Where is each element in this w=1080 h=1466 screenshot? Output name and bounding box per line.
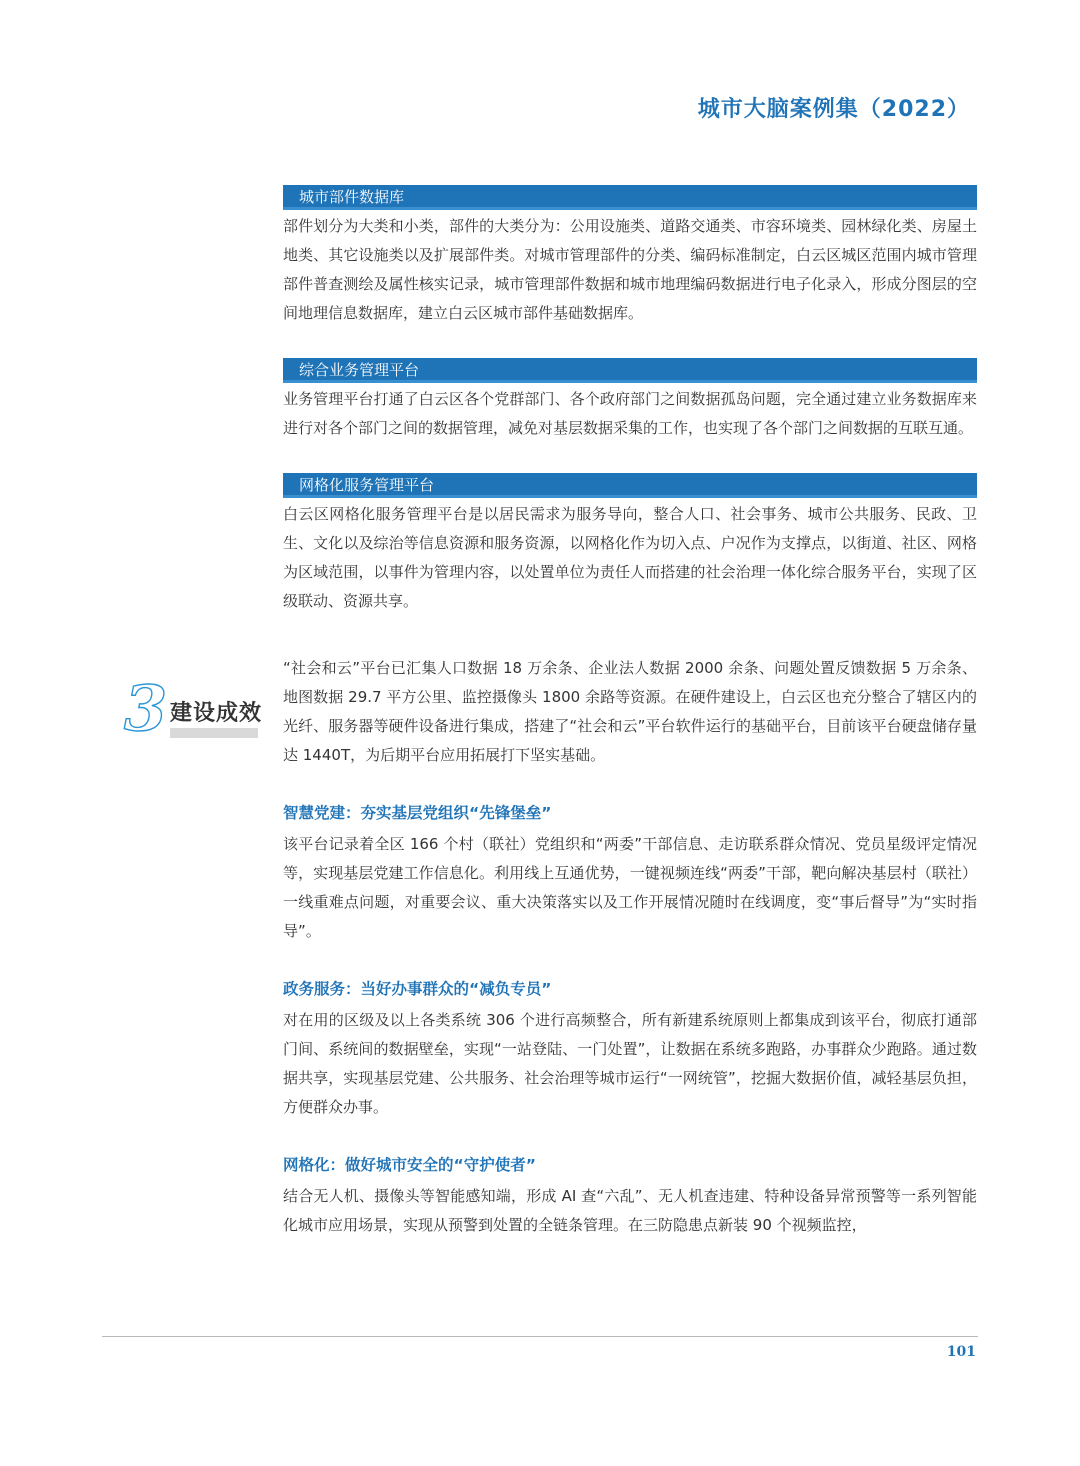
build-item-grid-safety <box>283 1152 977 1240</box>
build-item-heading: 政务服务：当好办事群众的“减负专员” <box>283 980 552 998</box>
build-item-party-building <box>283 800 977 946</box>
section-title-build-results: 建设成效 <box>170 701 263 726</box>
build-item-heading: 智慧党建：夯实基层党组织“先锋堡垒” <box>283 804 552 822</box>
section-body-component-database: 部件划分为大类和小类，部件的大类分为：公用设施类、道路交通类、市容环境类、园林绿化类、房屋土地类、其它设施类以及扩展部件类。对城市管理部件的分类、编码标准制定，白云区城区范围内城市管理部件普查测绘及属性核实记录，城市管理部件数据和城市地理编码数据进行电子化录入，形成分图层的空间地理信息数据库，建立白云区城市部件基础数据库。 <box>283 217 977 322</box>
section-3-label <box>124 672 264 745</box>
main-content <box>283 185 977 1240</box>
footer-divider <box>102 1336 978 1337</box>
section-heading-business-platform: 综合业务管理平台 <box>283 358 977 383</box>
section-body-grid-service-platform: 白云区网格化服务管理平台是以居民需求为服务导向，整合人口、社会事务、城市公共服务、民政、卫生、文化以及综治等信息资源和服务资源，以网格化作为切入点、户况作为支撑点，以街道、社区、网格为区域范围，以事件为管理内容，以处置单位为责任人而搭建的社会治理一体化综合服务平台，实现了区级联动、资源共享。 <box>283 505 977 610</box>
section-heading-component-database: 城市部件数据库 <box>283 185 977 210</box>
section-number-3: 3 <box>124 672 168 745</box>
page-number: 101 <box>946 1344 976 1360</box>
section-heading-grid-service-platform: 网格化服务管理平台 <box>283 473 977 498</box>
section-body-business-platform: 业务管理平台打通了白云区各个党群部门、各个政府部门之间数据孤岛问题，完全通过建立业务数据库来进行对各个部门之间的数据管理，减免对基层数据采集的工作，也实现了各个部门之间数据的互联互通。 <box>283 390 977 437</box>
build-item-heading: 网格化：做好城市安全的“守护使者” <box>283 1156 536 1174</box>
build-item-government-services <box>283 976 977 1122</box>
build-results-intro: “社会和云”平台已汇集人口数据 18 万余条、企业法人数据 2000 余条、问题处置反馈数据 5 万余条、地图数据 29.7 平方公里、监控摄像头 1800 余路等资源。在硬件建设上，白云区也充分整合了辖区内的光纤、服务器等硬件设备进行集成，搭建了“社会和云”平台软件运行的基础平台，目前该平台硬盘储存量达 1440T，为后期平台应用拓展打下坚实基础。 <box>283 659 977 764</box>
build-item-body: 对在用的区级及以上各类系统 306 个进行高频整合，所有新建系统原则上都集成到该平台，彻底打通部门间、系统间的数据壁垒，实现“一站登陆、一门处置”，让数据在系统多跑路，办事群众少跑路。通过数据共享，实现基层党建、公共服务、社会治理等城市运行“一网统管”，挖掘大数据价值，减轻基层负担，方便群众办事。 <box>283 1011 977 1116</box>
build-item-body: 结合无人机、摄像头等智能感知端，形成 AI 查“六乱”、无人机查违建、特种设备异常预警等一系列智能化城市应用场景，实现从预警到处置的全链条管理。在三防隐患点新装 90 个视频监控， <box>283 1187 977 1234</box>
build-item-body: 该平台记录着全区 166 个村（联社）党组织和“两委”干部信息、走访联系群众情况、党员星级评定情况等，实现基层党建工作信息化。利用线上互通优势，一键视频连线“两委”干部，靶向解决基层村（联社）一线重难点问题，对重要会议、重大决策落实以及工作开展情况随时在线调度，变“事后督导”为“实时指导”。 <box>283 835 977 940</box>
document-header-title: 城市大脑案例集（2022） <box>697 97 970 122</box>
section-title-underline <box>170 728 258 738</box>
